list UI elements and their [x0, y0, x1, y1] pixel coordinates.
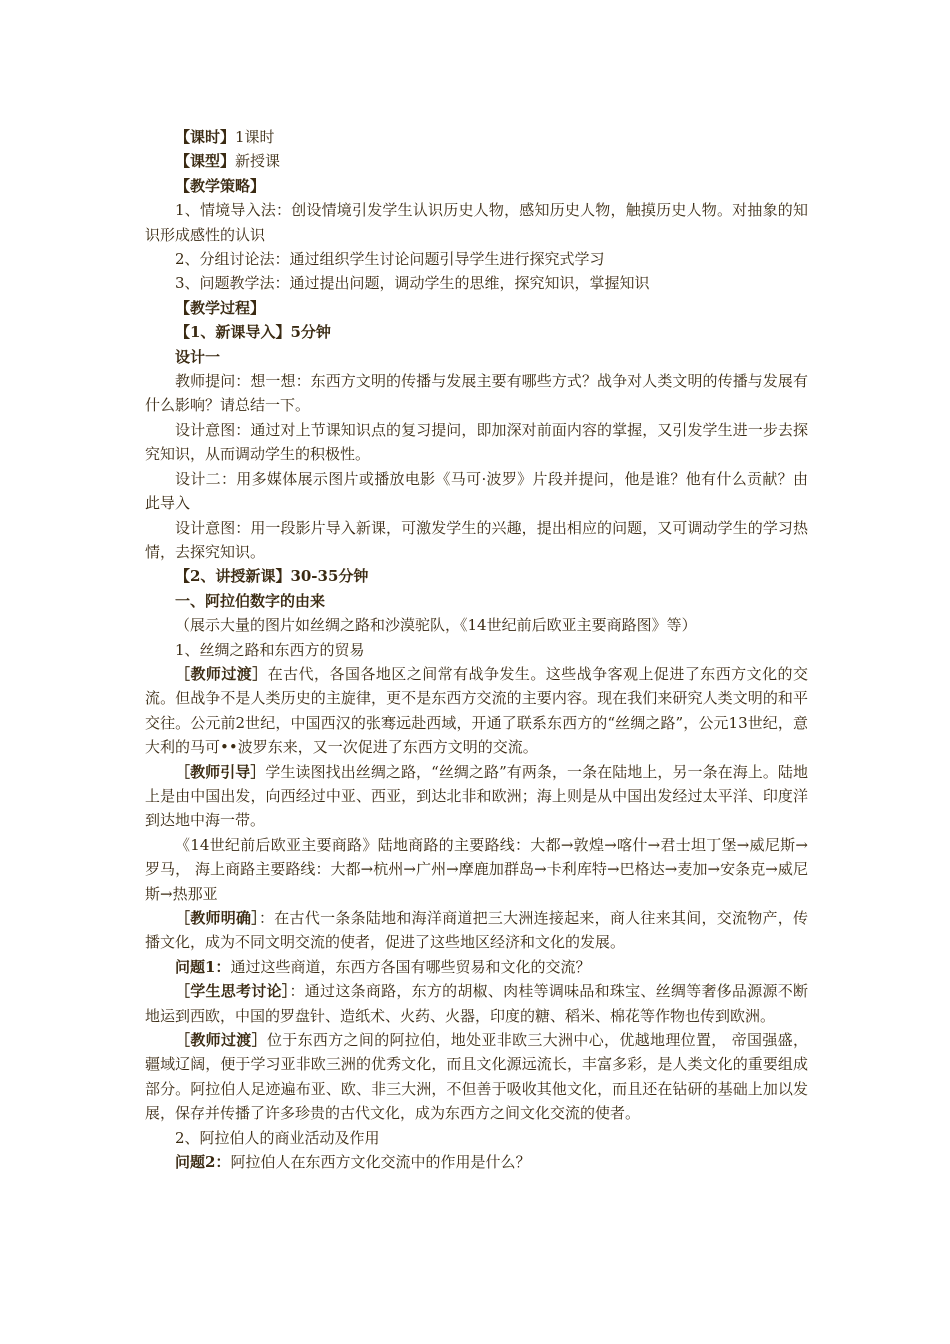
- part1-heading: 一、阿拉伯数字的由来: [175, 591, 326, 610]
- transition2-text: 位于东西方之间的阿拉伯，地处亚非欧三大洲中心，优越地理位置， 帝国强盛，疆域辽阔，便于学习亚非欧三洲的优秀文化，而且文化源远流长，丰富多彩，是人类文化的重要组成部分。阿拉伯人足迹遍布亚、欧、非三大洲，不但善于吸收其他文化，而且还在钻研的基础上加以发展，保存并传播了许多珍贵的古代文化，成为东西方之间文化交流的使者。: [145, 1031, 808, 1123]
- process-heading: 【教学过程】: [175, 298, 266, 317]
- strategy-item: 1、情境导入法：创设情境引发学生认识历史人物，感知历史人物，触摸历史人物。对抽象的知识形成感性的认识: [145, 201, 808, 244]
- type-line: [145, 149, 808, 173]
- design2-intent: 设计意图：用一段影片导入新课，可激发学生的兴趣，提出相应的问题，又可调动学生的学习热情，去探究知识。: [145, 518, 808, 561]
- guide-text: 学生读图找出丝绸之路，“丝绸之路”有两条，一条在陆地上，另一条在海上。陆地上是由中国出发，向西经过中亚、西亚，到达北非和欧洲；海上则是从中国出发经过太平洋、印度洋到达地中海一带。: [145, 762, 808, 830]
- guide-label: ［教师引导］: [175, 762, 266, 781]
- design2-text: 设计二：用多媒体展示图片或播放电影《马可·波罗》片段并提问，他是谁？他有什么贡献？由此导入: [145, 469, 808, 513]
- design1-text: 教师提问：想一想：东西方文明的传播与发展主要有哪些方式？战争对人类文明的传播与发展有什么影响？请总结一下。: [145, 372, 808, 415]
- teacher-transition-2: [145, 1028, 808, 1126]
- teacher-clarify: [145, 906, 808, 955]
- clarify-label: ［教师明确］: [175, 909, 260, 927]
- section2-heading: 【2、讲授新课】30-35分钟: [175, 567, 369, 586]
- lesson-plan-body: [145, 125, 808, 1174]
- type-value: 新授课: [235, 152, 281, 171]
- type-label: 【课型】: [175, 152, 236, 171]
- teacher-guide: [145, 760, 808, 833]
- transition2-label: ［教师过渡］: [175, 1031, 267, 1050]
- question-2: [145, 1150, 808, 1174]
- discuss-label: ［学生思考讨论］: [175, 982, 290, 1001]
- strategy-item: 3、问题教学法：通过提出问题，调动学生的思维，探究知识，掌握知识: [175, 274, 650, 293]
- sub1-heading: 1、丝绸之路和东西方的贸易: [175, 640, 365, 659]
- sub2-heading: 2、阿拉伯人的商业活动及作用: [175, 1128, 380, 1147]
- design1-heading: 设计一: [175, 347, 221, 366]
- q1-text: 通过这些商道，东西方各国有哪些贸易和文化的交流？: [230, 957, 591, 976]
- discuss-text: ：通过这条商路，东方的胡椒、肉桂等调味品和珠宝、丝绸等奢侈品源源不断地运到西欧，中国的罗盘针、造纸术、火药、火器，印度的糖、稻米、棉花等作物也传到欧洲。: [145, 982, 808, 1025]
- strategy-item: 2、分组讨论法：通过组织学生讨论问题引导学生进行探究式学习: [175, 250, 605, 269]
- routes-text: 《14世纪前后欧亚主要商路》陆地商路的主要路线：大都→敦煌→喀什→君士坦丁堡→威尼斯→罗马， 海上商路主要路线：大都→杭州→广州→摩鹿加群岛→卡利库特→巴格达→麦加→安条克→威尼斯→热那亚: [145, 835, 808, 903]
- q2-label: 问题2：: [175, 1153, 231, 1172]
- student-discussion: [145, 979, 808, 1028]
- period-line: [145, 125, 808, 149]
- section1-heading: 【1、新课导入】5分钟: [175, 323, 331, 342]
- part1-note: （展示大量的图片如丝绸之路和沙漠驼队，《14世纪前后欧亚主要商路图》等）: [175, 616, 697, 635]
- period-label: 【课时】: [175, 128, 236, 146]
- question-1: [145, 955, 808, 979]
- transition1-text: 在古代，各国各地区之间常有战争发生。这些战争客观上促进了东西方文化的交流。但战争不是人类历史的主旋律，更不是东西方交流的主要内容。现在我们来研究人类文明的和平交往。公元前2世纪，中国西汉的张骞远赴西域，开通了联系东西方的“丝绸之路”，公元13世纪，意大利的马可••波罗东来，又一次促进了东西方文明的交流。: [145, 664, 808, 757]
- clarify-text: ：在古代一条条陆地和海洋商道把三大洲连接起来，商人往来其间，交流物产，传播文化，成为不同文明交流的使者，促进了这些地区经济和文化的发展。: [145, 909, 808, 952]
- q1-label: 问题1：: [175, 957, 231, 976]
- q2-text: 阿拉伯人在东西方文化交流中的作用是什么？: [230, 1153, 531, 1172]
- teacher-transition-1: [145, 662, 808, 760]
- strategy-heading: 【教学策略】: [175, 176, 266, 195]
- transition1-label: ［教师过渡］: [175, 664, 268, 683]
- period-value: 1课时: [235, 128, 275, 146]
- design1-intent: 设计意图：通过对上节课知识点的复习提问，即加深对前面内容的掌握，又引发学生进一步去探究知识，从而调动学生的积极性。: [145, 420, 808, 464]
